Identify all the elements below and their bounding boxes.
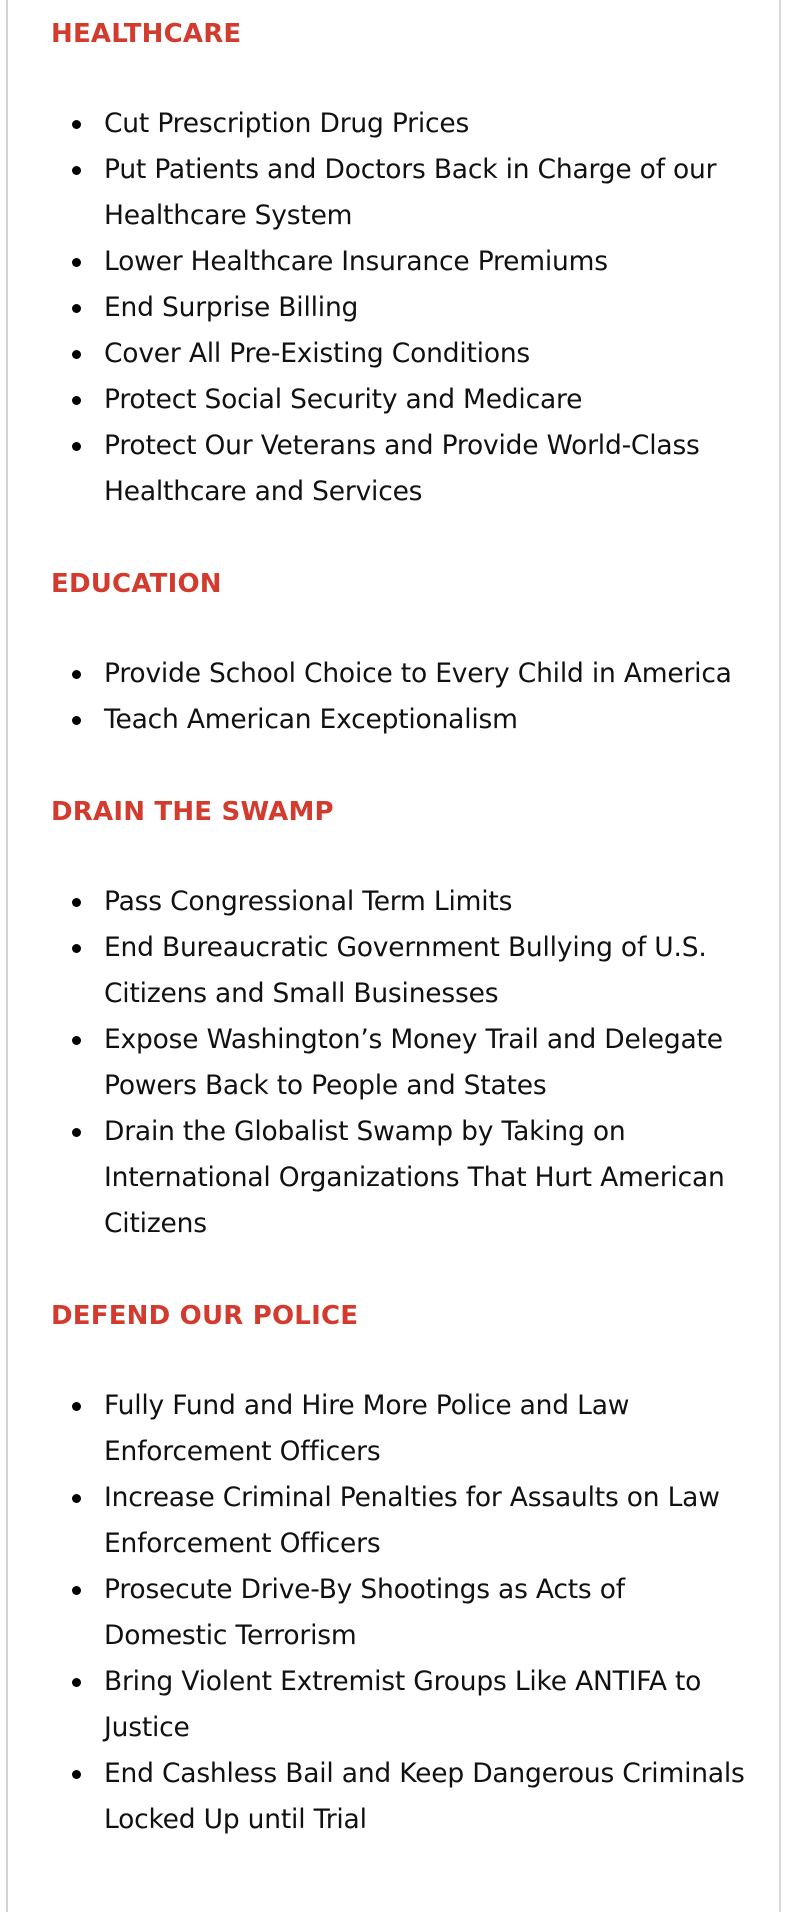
education-list: [51, 651, 749, 743]
list-item-text: Cut Prescription Drug Prices: [104, 108, 470, 139]
content-panel: [6, 0, 781, 1912]
bullet-icon: [72, 166, 81, 175]
section-heading-healthcare: HEALTHCARE: [51, 19, 242, 49]
list-item: [51, 925, 749, 1017]
list-item: [51, 377, 749, 423]
bullet-icon: [72, 1036, 81, 1045]
list-item: [51, 423, 749, 515]
list-item: [51, 1109, 749, 1247]
list-item: [51, 879, 749, 925]
list-item-text: Put Patients and Doctors Back in Charge of our Healthcare System: [104, 154, 717, 231]
list-item-text: Drain the Globalist Swamp by Taking on International Organizations That Hurt American Citizens: [104, 1116, 725, 1239]
list-item-text: Provide School Choice to Every Child in America: [104, 658, 732, 689]
bullet-icon: [72, 350, 81, 359]
section-heading-education: EDUCATION: [51, 569, 222, 599]
list-item-text: Protect Our Veterans and Provide World-Class Healthcare and Services: [104, 430, 700, 507]
bullet-icon: [72, 716, 81, 725]
list-item: [51, 147, 749, 239]
list-item: [51, 1017, 749, 1109]
drain-the-swamp-list: [51, 879, 749, 1247]
bullet-icon: [72, 1586, 81, 1595]
list-item-text: Cover All Pre-Existing Conditions: [104, 338, 531, 369]
list-item-text: Protect Social Security and Medicare: [104, 384, 583, 415]
bullet-icon: [72, 1770, 81, 1779]
list-item-text: End Surprise Billing: [104, 292, 359, 323]
bullet-icon: [72, 944, 81, 953]
list-item: [51, 1659, 749, 1751]
list-item: [51, 697, 749, 743]
list-item-text: Pass Congressional Term Limits: [104, 886, 513, 917]
list-item-text: Bring Violent Extremist Groups Like ANTIFA to Justice: [104, 1666, 702, 1743]
section-drain-the-swamp: [51, 792, 749, 1247]
bullet-icon: [72, 898, 81, 907]
bullet-icon: [72, 304, 81, 313]
bullet-icon: [72, 670, 81, 679]
list-item: [51, 651, 749, 697]
list-item: [51, 1383, 749, 1475]
list-item: [51, 101, 749, 147]
list-item-text: End Cashless Bail and Keep Dangerous Criminals Locked Up until Trial: [104, 1758, 745, 1835]
list-item-text: Expose Washington’s Money Trail and Delegate Powers Back to People and States: [104, 1024, 723, 1101]
bullet-icon: [72, 1402, 81, 1411]
bullet-icon: [72, 1494, 81, 1503]
list-item: [51, 331, 749, 377]
list-item: [51, 1751, 749, 1843]
bullet-icon: [72, 396, 81, 405]
list-item-text: Increase Criminal Penalties for Assaults on Law Enforcement Officers: [104, 1482, 720, 1559]
list-item: [51, 285, 749, 331]
list-item-text: Fully Fund and Hire More Police and Law Enforcement Officers: [104, 1390, 630, 1467]
bullet-icon: [72, 258, 81, 267]
list-item: [51, 1567, 749, 1659]
section-defend-our-police: [51, 1296, 749, 1843]
defend-our-police-list: [51, 1383, 749, 1843]
list-item-text: Lower Healthcare Insurance Premiums: [104, 246, 608, 277]
platform-list: [8, 0, 779, 1843]
bullet-icon: [72, 120, 81, 129]
list-item-text: Teach American Exceptionalism: [104, 704, 518, 735]
section-heading-drain-the-swamp: DRAIN THE SWAMP: [51, 797, 334, 827]
bullet-icon: [72, 1678, 81, 1687]
list-item: [51, 239, 749, 285]
list-item-text: End Bureaucratic Government Bullying of U.S. Citizens and Small Businesses: [104, 932, 707, 1009]
bullet-icon: [72, 1128, 81, 1137]
list-item-text: Prosecute Drive-By Shootings as Acts of Domestic Terrorism: [104, 1574, 625, 1651]
bullet-icon: [72, 442, 81, 451]
list-item: [51, 1475, 749, 1567]
section-education: [51, 564, 749, 743]
healthcare-list: [51, 101, 749, 515]
section-heading-defend-our-police: DEFEND OUR POLICE: [51, 1301, 359, 1331]
section-healthcare: [51, 14, 749, 515]
